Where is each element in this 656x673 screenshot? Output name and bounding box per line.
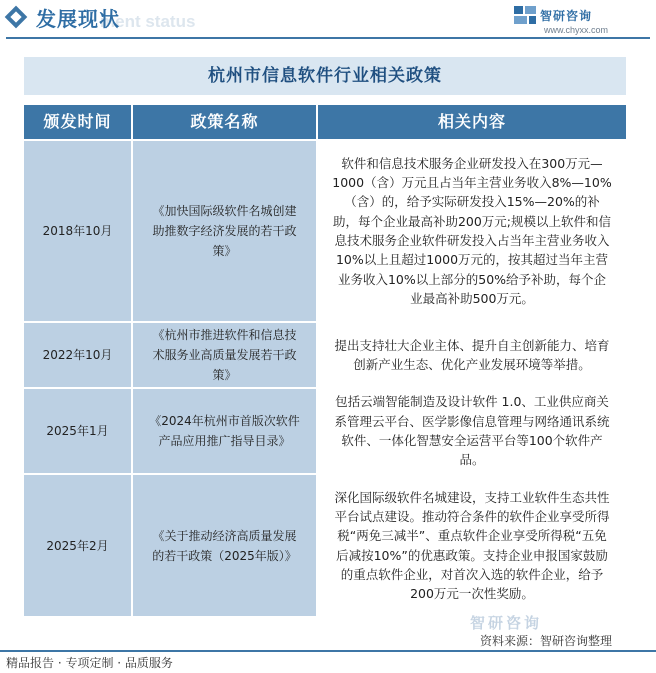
footer-tagline: 精品报告 · 专项定制 · 品质服务 [6, 656, 173, 670]
row-content: 软件和信息技术服务企业研发投入在300万元—1000（含）万元且占当年主营业务收入8%—10%（含）的，给予实际研发投入15%—20%的补助，每个企业最高补助200万元;规模以上软件和信息技术服务企业软件研发投入占当年主营业务收入10%以上且超过1000万元的，按其超过当年主营业务收入10%以上部分的50%给予补助，每个企业最高补助500万元。 [318, 141, 626, 321]
brand-url: www.chyxx.com [544, 25, 609, 35]
watermark-logo: 智研咨询 [470, 614, 543, 632]
row-date: 2022年10月 [24, 323, 131, 387]
column-header-name: 政策名称 [190, 112, 259, 131]
policy-table [24, 105, 626, 616]
row-policy-name: 《关于推动经济高质量发展的若干政策（2025年版）》 [133, 475, 316, 616]
row-content: 包括云端智能制造及设计软件 1.0、工业供应商关系管理云平台、医学影像信息管理与网络通讯系统软件、一体化智慧安全运营平台等100个软件产品。 [318, 389, 626, 473]
column-header-content: 相关内容 [437, 112, 506, 131]
header-divider [6, 37, 650, 39]
row-policy-name: 《加快国际级软件名城创建助推数字经济发展的若干政策》 [133, 141, 316, 321]
row-date: 2018年10月 [24, 141, 131, 321]
table-row [24, 323, 626, 387]
page-header [0, 0, 656, 40]
brand-name: 智研咨询 [540, 9, 593, 23]
section-title: 发展现状 [36, 7, 120, 31]
section-subtitle: ment status [100, 12, 196, 31]
brand [514, 6, 634, 36]
table-title: 杭州市信息软件行业相关政策 [24, 57, 626, 95]
table-header-row [24, 105, 626, 139]
diamond-bullet-icon [5, 6, 28, 29]
row-content: 提出支持壮大企业主体、提升自主创新能力、培育创新产业生态、优化产业发展环境等举措。 [318, 323, 626, 387]
column-header-date: 颁发时间 [43, 112, 112, 131]
source-note: 资料来源：智研咨询整理 [480, 634, 613, 648]
row-date: 2025年1月 [24, 389, 131, 473]
row-policy-name: 《杭州市推进软件和信息技术服务业高质量发展若干政策》 [133, 323, 316, 387]
row-policy-name: 《2024年杭州市首版次软件产品应用推广指导目录》 [133, 389, 316, 473]
table-row [24, 389, 626, 473]
table-row [24, 141, 626, 321]
table-row [24, 475, 626, 616]
row-date: 2025年2月 [24, 475, 131, 616]
brand-logo-icon [514, 6, 536, 24]
footer-divider [0, 650, 656, 652]
row-content: 深化国际级软件名城建设，支持工业软件生态共性平台试点建设。推动符合条件的软件企业享受所得税“两免三减半”、重点软件企业享受所得税“五免后减按10%”的优惠政策。支持企业申报国家鼓励的重点软件企业，对首次入选的软件企业，给予200万元一次性奖励。 [318, 475, 626, 616]
